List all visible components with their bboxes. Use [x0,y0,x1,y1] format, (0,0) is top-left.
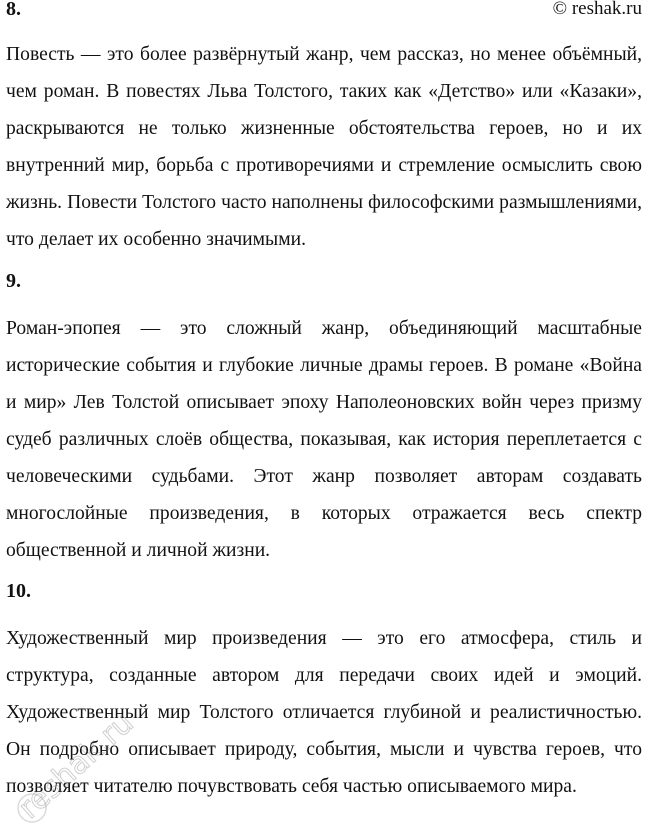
watermark-text: reshak.ru [11,705,141,826]
section-text: Художественный мир произведения — это его атмосфера, стиль и структура, созданные автором для передачи своих идей и эмоций. Художественный мир Толстого отличается глубиной и реалистичностью. Он подробно описывает природу, события, мысли и чувства героев, что позволяет читателю почувствовать себя частью описываемого мира. [6,628,642,797]
section-text: Роман-эпопея — это сложный жанр, объединяющий масштабные исторические события и глубокие личные драмы героев. В романе «Война и мир» Лев Толстой описывает эпоху Наполеоновских войн через призму судеб различных слоёв общества, показывая, как история переплетается с человеческими судьбами. Этот жанр позволяет авторам создавать многослойные произведения, в которых отражается весь спектр общественной и личной жизни. [6,318,642,561]
section-number: 10. [6,580,31,602]
site-copyright: © reshak.ru [552,0,642,19]
section-number: 9. [6,270,21,292]
section-number: 8. [6,0,21,20]
section-text: Повесть — это более развёрнутый жанр, чем рассказ, но менее объёмный, чем роман. В повестях Льва Толстого, таких как «Детство» или «Казаки», раскрываются не только жизненные обстоятельства героев, но и их внутренний мир, борьба с противоречиями и стремление осмыслить свою жизнь. Повести Толстого часто наполнены философскими размышлениями, что делает их особенно значимыми. [6,44,642,250]
